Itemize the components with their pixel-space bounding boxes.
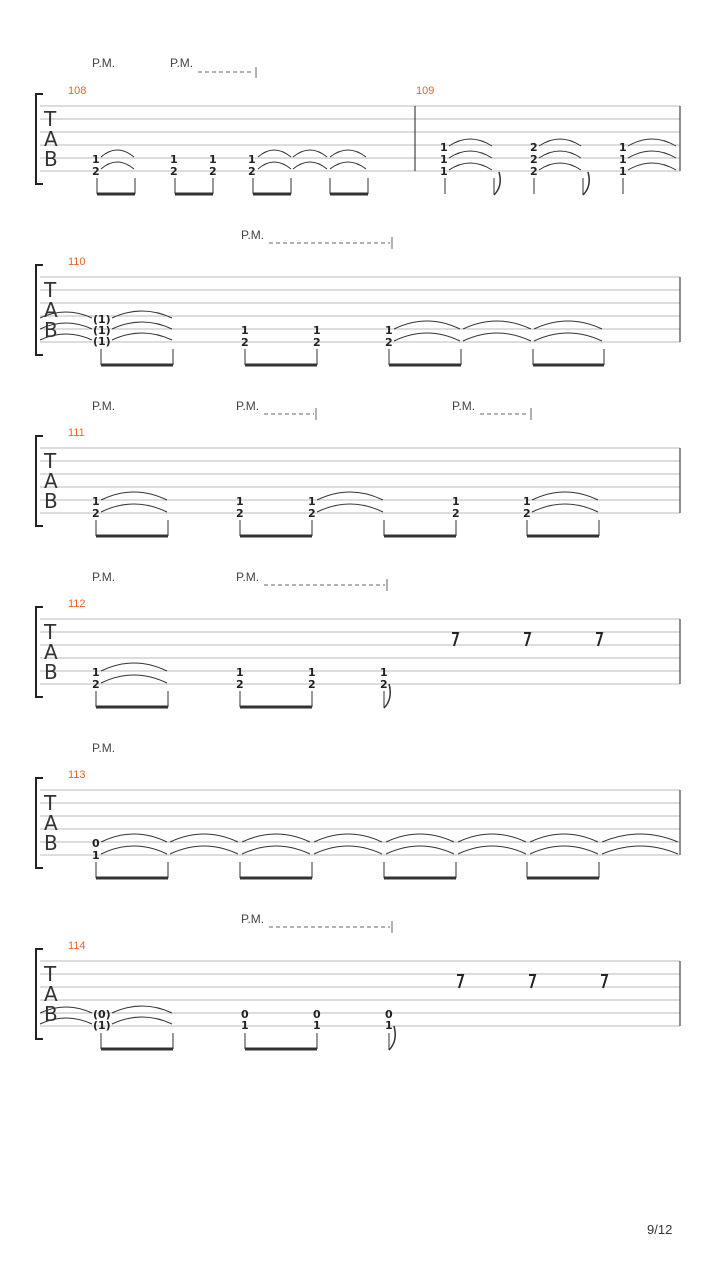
fret-number: 1 <box>308 495 316 508</box>
fret-number: 1 <box>92 849 100 862</box>
fret-number: 1 <box>619 141 627 154</box>
measure-number: 112 <box>68 598 86 610</box>
eighth-rest <box>601 975 607 988</box>
palm-mute-label: P.M. <box>92 56 116 70</box>
tab-clef-a: A <box>44 127 58 151</box>
fret-number: 1 <box>440 153 448 166</box>
measure-number: 113 <box>68 769 86 781</box>
tie-arcs <box>101 663 167 683</box>
palm-mute-label: P.M. <box>236 570 260 584</box>
palm-mute-label: P.M. <box>92 570 116 584</box>
fret-number: 1 <box>241 324 249 337</box>
fret-number: 1 <box>440 165 448 178</box>
tab-clef-b: B <box>44 660 58 684</box>
tab-clef-a: A <box>44 298 58 322</box>
eighth-rest <box>529 975 535 988</box>
rhythm-beams <box>96 520 599 536</box>
tab-system <box>36 570 680 708</box>
tab-staff <box>40 277 680 342</box>
eighth-rest <box>457 975 463 988</box>
fret-number: (0) <box>93 1008 111 1021</box>
fret-number: 2 <box>236 678 244 691</box>
tab-clef-a: A <box>44 811 58 835</box>
palm-mute-label: P.M. <box>92 399 116 413</box>
eighth-rests <box>452 633 602 646</box>
fret-number: 2 <box>523 507 531 520</box>
fret-number: 1 <box>619 165 627 178</box>
fret-number: 1 <box>440 141 448 154</box>
fret-number: 2 <box>380 678 388 691</box>
tab-staff <box>40 790 680 855</box>
measure-number: 114 <box>68 940 86 952</box>
tab-clef-t: T <box>44 278 57 302</box>
tab-clef-a: A <box>44 469 58 493</box>
fret-number: 0 <box>241 1008 249 1021</box>
eighth-rest <box>452 633 458 646</box>
fret-number: 0 <box>385 1008 393 1021</box>
fret-number: 2 <box>241 336 249 349</box>
fret-number: 2 <box>92 507 100 520</box>
fret-number: 1 <box>236 666 244 679</box>
fret-number: 1 <box>313 1019 321 1032</box>
palm-mute-label: P.M. <box>92 741 116 755</box>
fret-number: 1 <box>452 495 460 508</box>
tab-clef-t: T <box>44 791 57 815</box>
eighth-rests <box>457 975 607 988</box>
tab-staff <box>40 961 680 1026</box>
eighth-rest <box>524 633 530 646</box>
fret-number: 2 <box>308 678 316 691</box>
fret-number: 1 <box>385 1019 393 1032</box>
fret-number: 1 <box>523 495 531 508</box>
tie-arcs <box>101 150 366 169</box>
fret-number: 2 <box>248 165 256 178</box>
fret-number: 2 <box>452 507 460 520</box>
palm-mute-label: P.M. <box>170 56 194 70</box>
fret-number: (1) <box>93 313 111 326</box>
fret-number: 2 <box>236 507 244 520</box>
tab-staff <box>40 619 680 684</box>
fret-number: 0 <box>313 1008 321 1021</box>
fret-number: 1 <box>308 666 316 679</box>
measure-number: 111 <box>68 427 85 439</box>
fret-number: 2 <box>170 165 178 178</box>
palm-mute-label: P.M. <box>241 912 265 926</box>
fret-number: 2 <box>308 507 316 520</box>
fret-number: 1 <box>619 153 627 166</box>
fret-number: 2 <box>209 165 217 178</box>
fret-number: 2 <box>313 336 321 349</box>
tab-clef-t: T <box>44 620 57 644</box>
palm-mute-label: P.M. <box>241 228 265 242</box>
tab-staff <box>40 106 680 171</box>
fret-number: 2 <box>385 336 393 349</box>
palm-mute-label: P.M. <box>236 399 260 413</box>
fret-number: 1 <box>92 666 100 679</box>
rhythm-beams <box>96 862 599 878</box>
measure-number: 110 <box>68 256 86 268</box>
measure-number: 108 <box>68 85 87 97</box>
rhythm-beams <box>97 178 368 194</box>
palm-mute-label: P.M. <box>452 399 476 413</box>
fret-number: (1) <box>93 324 111 337</box>
tab-clef-b: B <box>44 1002 58 1026</box>
fret-number: 1 <box>241 1019 249 1032</box>
tab-clef-t: T <box>44 107 57 131</box>
tab-system <box>36 56 680 195</box>
tab-clef-b: B <box>44 831 58 855</box>
tab-system <box>36 399 680 536</box>
tab-clef-b: B <box>44 147 58 171</box>
fret-number: 1 <box>248 153 256 166</box>
rhythm-beams <box>101 349 604 365</box>
fret-number: (1) <box>93 335 111 348</box>
tab-clef-b: B <box>44 318 58 342</box>
fret-number: 1 <box>170 153 178 166</box>
fret-number: 1 <box>385 324 393 337</box>
tab-staff <box>40 448 680 513</box>
fret-number: 2 <box>530 141 538 154</box>
tab-system <box>36 741 680 878</box>
fret-number: 2 <box>92 678 100 691</box>
fret-number: 2 <box>530 153 538 166</box>
tie-arcs <box>449 139 676 170</box>
page-number: 9/12 <box>647 1222 673 1237</box>
fret-number: 0 <box>92 837 100 850</box>
fret-number: 2 <box>530 165 538 178</box>
fret-number: 1 <box>380 666 388 679</box>
tab-clef-t: T <box>44 449 57 473</box>
tie-arcs <box>101 834 678 854</box>
tab-system <box>36 912 680 1050</box>
fret-number: 1 <box>236 495 244 508</box>
fret-number: 2 <box>92 165 100 178</box>
tab-clef-b: B <box>44 489 58 513</box>
fret-number: 1 <box>313 324 321 337</box>
fret-number: (1) <box>93 1019 111 1032</box>
tab-clef-t: T <box>44 962 57 986</box>
eighth-rest <box>596 633 602 646</box>
tab-clef-a: A <box>44 982 58 1006</box>
fret-number: 1 <box>92 495 100 508</box>
fret-number: 1 <box>209 153 217 166</box>
fret-number: 1 <box>92 153 100 166</box>
tab-clef-a: A <box>44 640 58 664</box>
measure-number: 109 <box>416 85 435 97</box>
tab-system <box>36 228 680 365</box>
